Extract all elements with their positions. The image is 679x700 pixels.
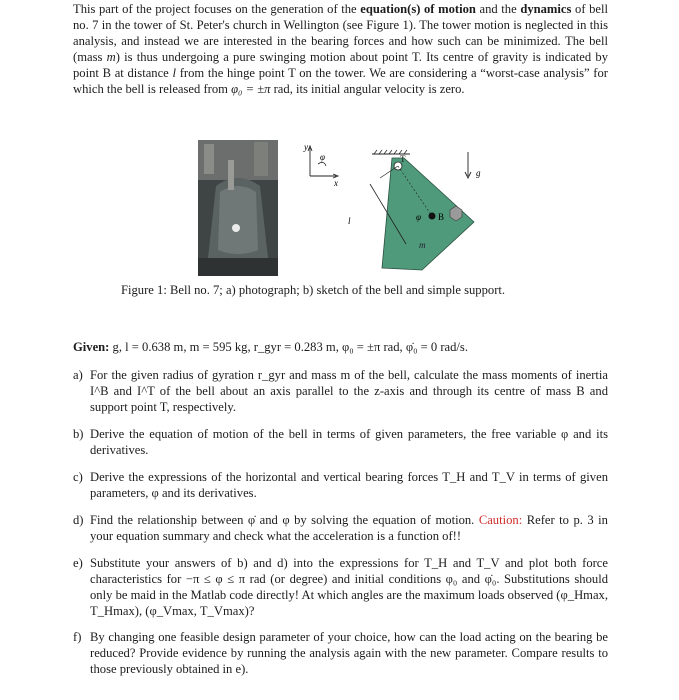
question-b: b) Derive the equation of motion of the bell in terms of given parameters, the free variable φ and its derivatives.: [73, 427, 608, 457]
bell-sketch: [296, 140, 496, 280]
center-of-gravity-b: [429, 213, 436, 220]
caution-label: Caution:: [478, 513, 523, 527]
question-f: f) By changing one feasible design parameter of your choice, how can the load acting on the bearing be reduced? Provide evidence by running the analysis again with the new parameter. Compare results to those previously obtained in e).: [73, 630, 608, 676]
mass-label-m: m: [419, 240, 426, 250]
given-line: Given: g, l = 0.638 m, m = 595 kg, r_gyr = 0.283 m, φ₀ = ±π rad, φ̇₀ = 0 rad/s.: [73, 340, 468, 354]
hinge-label-t: T: [400, 154, 406, 164]
question-e: e) Substitute your answers of b) and d) into the expressions for T_H and T_V and plot both force characteristics for −π ≤ φ ≤ π rad (or degree) and initial conditions φ₀ and φ̇₀. Substitutions should only be maid in the Matlab code directly! At which angles are the maximum loads observed (φ_Hmax, T_Hmax), (φ_Vmax, T_Vmax)?: [73, 556, 608, 618]
axis-label-y: y: [304, 142, 308, 152]
intro-paragraph: This part of the project focuses on the generation of the equation(s) of motion and the dynamics of bell no. 7 in the tower of St. Peter's church in Wellington (see Figure 1). The tower motion is neglected in this analysis, and instead we are interested in the bearing forces and how such can be minimized. The bell (mass m) is thus undergoing a pure swinging motion about point T. Its centre of gravity is indicated by point B at distance l from the hinge point T on the tower. We are considering a “worst-case analysis” for which the bell is released from φ₀ = ±π rad, its initial angular velocity is zero.: [73, 2, 608, 96]
figure-1: [198, 140, 498, 280]
angle-label-phi-2: φ: [416, 212, 421, 222]
distance-label-l: l: [348, 216, 351, 226]
question-c: c) Derive the expressions of the horizontal and vertical bearing forces T_H and T_V in terms of given parameters, φ and its derivatives.: [73, 470, 608, 500]
question-d: d) Find the relationship between φ̇ and φ by solving the equation of motion. Caution: Refer to p. 3 in your equation summary and check what the acceleration is a function of!!: [73, 513, 608, 543]
angle-label-phi: φ: [320, 152, 325, 162]
question-a: a) For the given radius of gyration r_gyr and mass m of the bell, calculate the mass moments of inertia I^B and I^T of the bell about an axis parallel to the z-axis and through its centre of mass B and support point T, respectively.: [73, 368, 608, 414]
axis-label-x: x: [334, 178, 338, 188]
bell-photograph: [198, 140, 278, 276]
figure-caption: Figure 1: Bell no. 7; a) photograph; b) sketch of the bell and simple support.: [121, 283, 506, 297]
point-label-b: B: [438, 212, 445, 222]
gravity-label-g: g: [476, 168, 481, 178]
